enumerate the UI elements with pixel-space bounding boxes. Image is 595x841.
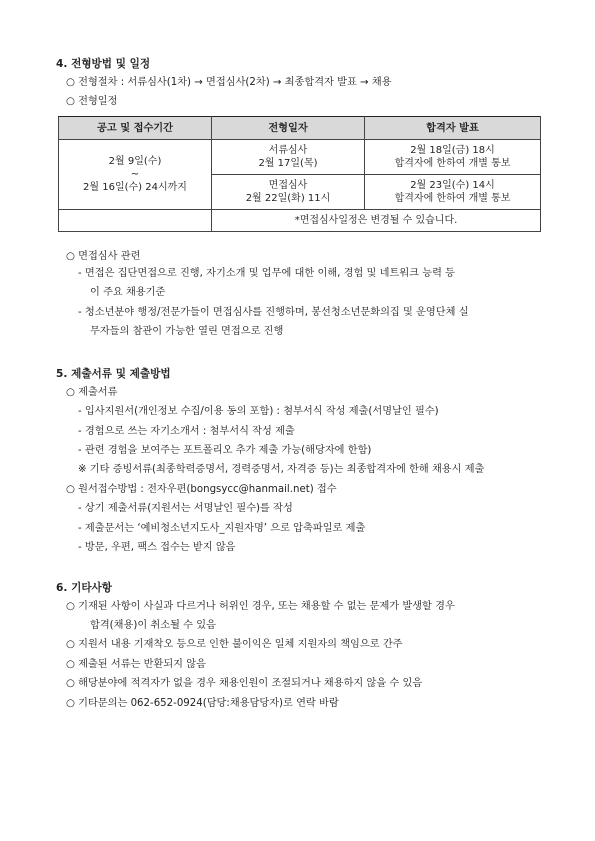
docs-item-3: - 관련 경험을 보여주는 포트폴리오 추가 제출 가능(해당자에 한함) bbox=[78, 445, 372, 456]
empty-cell bbox=[59, 210, 212, 232]
interview-item-2-line2: 무자들의 참관이 가능한 열린 면접으로 진행 bbox=[90, 326, 284, 337]
etc-item-3: ○ 제출된 서류는 반환되지 않음 bbox=[66, 659, 206, 670]
section-5-title: 5. 제출서류 및 제출방법 bbox=[56, 368, 171, 380]
result-cell-1 bbox=[365, 140, 541, 175]
result-date: 2월 23일(수) 14시 bbox=[410, 180, 495, 191]
header-period: 공고 및 접수기간 bbox=[59, 117, 212, 140]
etc-item-4: ○ 해당분야에 적격자가 없을 경우 채용인원이 조절되거나 채용하지 않을 수 있음 bbox=[66, 678, 423, 689]
interview-item-1-line1: - 면접은 집단면접으로 진행, 자기소개 및 업무에 대한 이해, 경험 및 네트워크 능력 등 bbox=[78, 268, 456, 279]
header-result: 합격자 발표 bbox=[365, 117, 541, 140]
submit-item-1: - 상기 제출서류(지원서는 서명날인 필수)를 작성 bbox=[78, 503, 293, 514]
process-line: ○ 전형절차 : 서류심사(1차) → 면접심사(2차) → 최종합격자 발표 → 채용 bbox=[66, 77, 392, 88]
result-note: 합격자에 한하여 개별 통보 bbox=[394, 193, 511, 204]
section-4-title: 4. 전형방법 및 일정 bbox=[56, 58, 151, 70]
stage-date: 2월 17일(목) bbox=[258, 158, 318, 169]
header-date: 전형일자 bbox=[212, 117, 365, 140]
result-note: 합격자에 한하여 개별 통보 bbox=[394, 158, 511, 169]
docs-label: ○ 제출서류 bbox=[66, 387, 118, 398]
etc-item-1-line1: ○ 기재된 사항이 사실과 다르거나 허위인 경우, 또는 채용할 수 없는 문제가 발생할 경우 bbox=[66, 601, 455, 612]
period-tilde: ~ bbox=[130, 169, 140, 180]
docs-item-1: - 입사지원서(개인정보 수집/이용 동의 포함) : 첨부서식 작성 제출(서명날인 필수) bbox=[78, 406, 439, 417]
docs-item-2: - 경험으로 쓰는 자기소개서 : 첨부서식 작성 제출 bbox=[78, 426, 295, 437]
submit-item-3: - 방문, 우편, 팩스 접수는 받지 않음 bbox=[78, 542, 236, 553]
schedule-table bbox=[58, 116, 541, 232]
docs-item-4: ※ 기타 증빙서류(최종학력증명서, 경력증명서, 자격증 등)는 최종합격자에 한해 채용시 제출 bbox=[78, 464, 485, 475]
stage-date: 2월 22일(화) 11시 bbox=[245, 193, 331, 204]
etc-item-2: ○ 지원서 내용 기재착오 등으로 인한 불이익은 일체 지원자의 책임으로 간주 bbox=[66, 639, 403, 650]
schedule-note: *면접심사일정은 변경될 수 있습니다. bbox=[212, 210, 541, 232]
stage-name: 서류심사 bbox=[268, 145, 308, 156]
period-start: 2월 9일(수) bbox=[108, 156, 162, 167]
interview-item-2-line1: - 청소년분야 행정/전문가들이 면접심사를 진행하며, 봉선청소년문화의집 및 운영단체 실 bbox=[78, 307, 469, 318]
stage-cell-2 bbox=[212, 175, 365, 210]
etc-item-5: ○ 기타문의는 062-652-0924(담당:채용담당자)로 연락 바람 bbox=[66, 698, 339, 709]
section-6-title: 6. 기타사항 bbox=[56, 582, 113, 594]
period-cell bbox=[59, 140, 212, 210]
submit-label: ○ 원서접수방법 : 전자우편(bongsycc@hanmail.net) 접수 bbox=[66, 484, 337, 495]
result-date: 2월 18일(금) 18시 bbox=[410, 145, 495, 156]
schedule-label: ○ 전형일정 bbox=[66, 96, 118, 107]
stage-name: 면접심사 bbox=[268, 180, 308, 191]
result-cell-2 bbox=[365, 175, 541, 210]
stage-cell-1 bbox=[212, 140, 365, 175]
interview-label: ○ 면접심사 관련 bbox=[66, 251, 141, 262]
period-end: 2월 16일(수) 24시까지 bbox=[83, 182, 187, 193]
submit-item-2: - 제출문서는 ‘예비청소년지도사_지원자명’ 으로 압축파일로 제출 bbox=[78, 523, 366, 534]
interview-item-1-line2: 이 주요 채용기준 bbox=[90, 287, 166, 298]
etc-item-1-line2: 합격(채용)이 취소될 수 있음 bbox=[90, 620, 216, 631]
